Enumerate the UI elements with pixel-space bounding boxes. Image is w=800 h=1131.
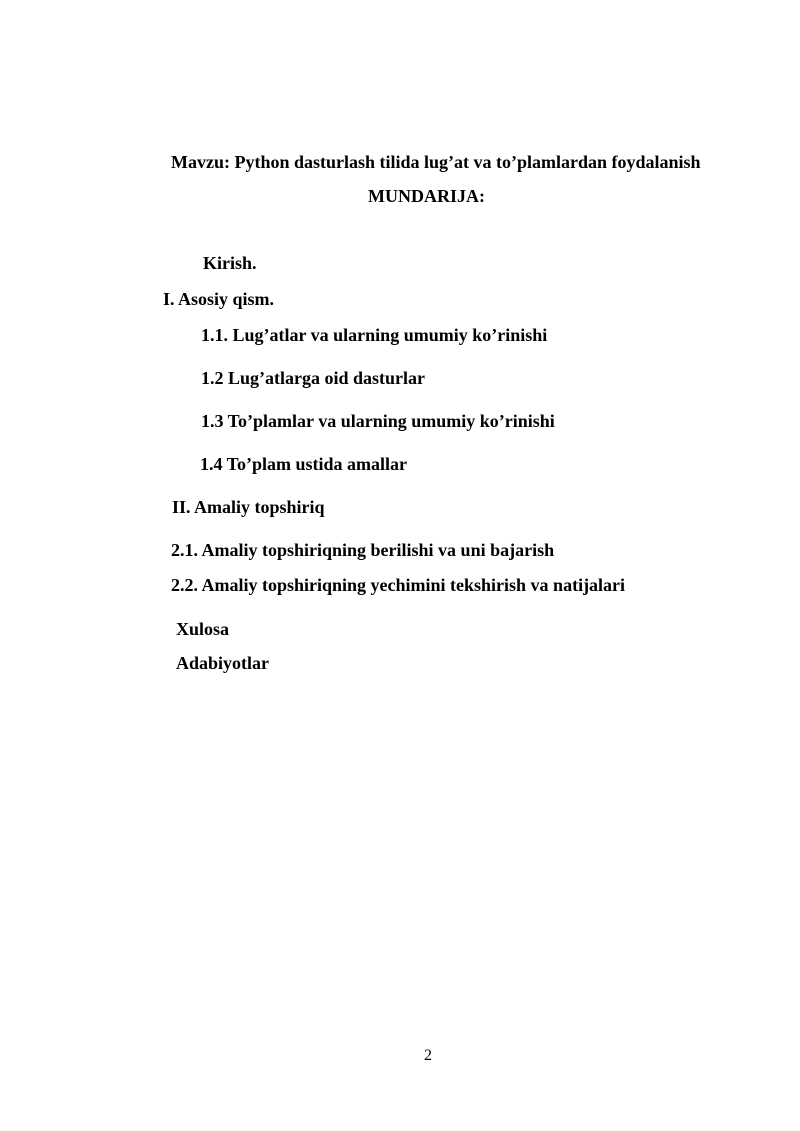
toc-item-1-1: 1.1. Lug’atlar va ularning umumiy ko’rinishi bbox=[201, 325, 548, 345]
toc-item-1-3: 1.3 To’plamlar va ularning umumiy ko’rinishi bbox=[201, 411, 555, 431]
topic-heading: Mavzu: Python dasturlash tilida lug’at va to’plamlardan foydalanish bbox=[171, 152, 701, 172]
toc-item-conclusion: Xulosa bbox=[176, 619, 230, 639]
toc-item-references: Adabiyotlar bbox=[176, 653, 270, 673]
toc-title: MUNDARIJA: bbox=[368, 186, 485, 206]
toc-item-part-1: I. Asosiy qism. bbox=[163, 289, 275, 309]
page-number: 2 bbox=[424, 1047, 432, 1064]
toc-item-intro: Kirish. bbox=[203, 253, 257, 273]
toc-item-2-2: 2.2. Amaliy topshiriqning yechimini tekshirish va natijalari bbox=[171, 575, 626, 595]
toc-item-2-1: 2.1. Amaliy topshiriqning berilishi va uni bajarish bbox=[171, 540, 555, 560]
toc-item-1-2: 1.2 Lug’atlarga oid dasturlar bbox=[201, 368, 426, 388]
toc-item-part-2: II. Amaliy topshiriq bbox=[172, 497, 325, 517]
toc-item-1-4: 1.4 To’plam ustida amallar bbox=[200, 454, 408, 474]
